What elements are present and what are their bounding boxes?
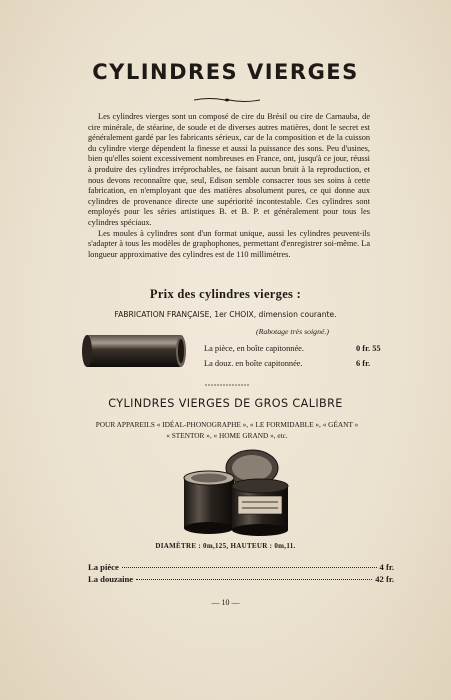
section-divider (205, 384, 249, 386)
rabotage-note: (Rabotage très soigné.) (256, 327, 329, 336)
intro-text (88, 112, 370, 260)
leader-dots (136, 579, 372, 580)
price-row (204, 344, 396, 353)
gros-price-label: La douzaine (88, 574, 134, 584)
price-row (204, 359, 396, 368)
price-value: 0 fr. 55 (356, 344, 381, 353)
gros-calibre-heading: CYLINDRES VIERGES DE GROS CALIBRE (108, 397, 343, 410)
leader-dots (122, 567, 377, 568)
gros-price-label: La pièce (88, 562, 119, 572)
price-value: 6 fr. (356, 359, 371, 368)
dimensions-caption: DIAMÈTRE : 0m,125, HAUTEUR : 0m,11. (155, 542, 296, 550)
appareils-line: « STENTOR », « HOME GRAND », etc. (166, 430, 288, 440)
title-flourish (194, 96, 260, 104)
appareils-line: POUR APPAREILS « IDÉAL-PHONOGRAPHE », « LE FORMIDABLE », « GÉANT » (95, 420, 359, 429)
page-title: CYLINDRES VIERGES (92, 60, 359, 84)
cylinder-illustration (82, 333, 188, 369)
prix-heading: Prix des cylindres vierges : (149, 287, 302, 301)
appareils-text (84, 420, 370, 441)
intro-paragraph: Les cylindres vierges sont un composé de cire du Brésil ou cire de Carnauba, de cire minérale, de stéarine, de soude et de diverses autres matières, dont le secret est généralement gardé par les fabricants sérieux, car de la composition et de la cuisson du cylindre vierge dépendent la finesse et aussi la puissance des sons. Peu d'usines, bien qu'elles soient excessivement nombreuses en France, ont, jusqu'à ce jour, réussi à produire des cylindres irréprochables, ne faisant aucun bruit à la reproduction, et nous devons reconnaître que, seul, Edison semble consacrer tous ses soins à cette fabrication, en n'employant que des matières absolument pures, ce qui donne aux cylindres de provenance directe une supériorité incontestable. Ces cylindres sont employés pour les séries artistiques B. et B. P. et généralement pour tous les cylindres spéciaux. (88, 112, 370, 227)
page-number: — 10 — (211, 598, 240, 607)
gros-price-row (88, 574, 394, 584)
price-label: La pièce, en boîte capitonnée. (204, 344, 304, 353)
intro-paragraph: Les moules à cylindres sont d'un format unique, aussi les cylindres peuvent-ils s'adapter à tous les modèles de graphophones, permettant d'enregistrer soi-même. La longueur approximative des cylindres est de 110 millimètres. (88, 228, 370, 259)
gros-price-value: 42 fr. (375, 574, 394, 584)
price-label: La douz. en boîte capitonnée. (204, 359, 303, 368)
fabrication-line: FABRICATION FRANÇAISE, 1er CHOIX, dimension courante. (114, 310, 337, 319)
cylinder-box-illustration (178, 448, 298, 538)
gros-price-row (88, 562, 394, 572)
gros-price-value: 4 fr. (379, 562, 394, 572)
